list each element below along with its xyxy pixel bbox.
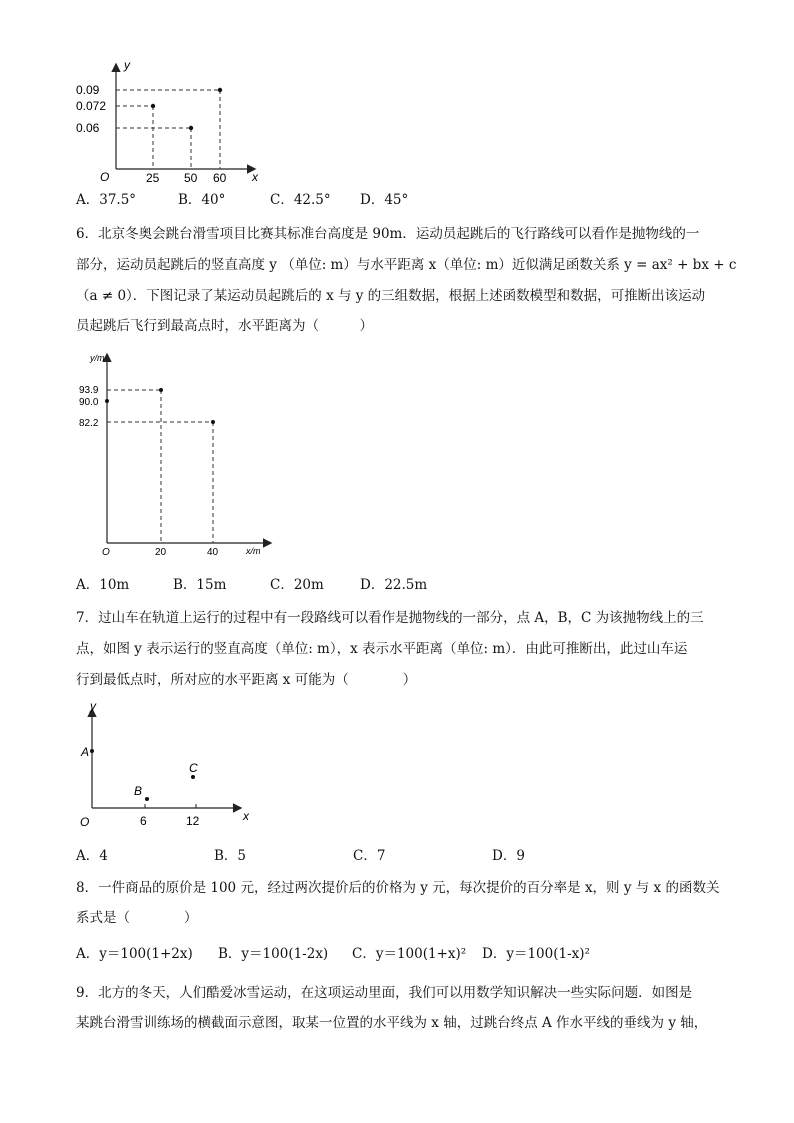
q6-point-0 <box>105 399 109 403</box>
q6-ytick-1: 90.0 <box>79 397 99 408</box>
q5-point-25 <box>151 104 155 108</box>
q8-line-1: 8．一件商品的原价是 100 元，经过两次提价后的价格为 y 元，每次提价的百分率是 x，则 y 与 x 的函数关 <box>76 880 720 896</box>
q7-point-b <box>145 797 149 801</box>
q7-option-d: D．9 <box>492 848 525 864</box>
q6-line-3: （a ≠ 0）．下图记录了某运动员起跳后的 x 与 y 的三组数据，根据上述函数模型和数据，可推断出该运动 <box>76 288 706 304</box>
q8-line-2: 系式是（ ） <box>76 910 198 926</box>
q6-xtick-1: 40 <box>207 547 219 558</box>
q8-option-c: C．y＝100(1+x)² <box>352 946 467 962</box>
q9-line-1: 9．北方的冬天，人们酷爱冰雪运动，在这项运动里面，我们可以用数学知识解决一些实际问题．如图是 <box>76 985 693 1001</box>
q7-graph <box>70 698 270 833</box>
q5-point-50 <box>189 126 193 130</box>
q5-graph <box>70 55 270 185</box>
q6-graph <box>70 345 285 565</box>
q7-point-c <box>191 775 195 779</box>
q5-option-d: D．45° <box>360 192 409 208</box>
q7-point-a <box>90 749 94 753</box>
q6-xtick-0: 20 <box>155 547 167 558</box>
q5-option-c: C．42.5° <box>270 192 331 208</box>
q5-xtick-2: 60 <box>213 171 227 185</box>
q8-option-b: B．y＝100(1-2x) <box>218 946 329 962</box>
q6-option-d: D．22.5m <box>360 577 428 593</box>
q6-ytick-2: 82.2 <box>79 418 99 429</box>
q7-xtick-0: 6 <box>140 814 147 828</box>
q7-option-a: A．4 <box>76 848 108 864</box>
q5-xtick-1: 50 <box>184 171 198 185</box>
q6-point-20 <box>159 388 163 392</box>
q5-origin: O <box>100 170 110 184</box>
q6-line-2: 部分，运动员起跳后的竖直高度 y （单位: m）与水平距离 x（单位: m）近似满足函数关系 y = ax² + bx + c <box>76 257 737 273</box>
q7-option-b: B．5 <box>214 848 247 864</box>
q5-ytick-2: 0.06 <box>76 121 100 135</box>
q5-y-label: y <box>124 58 130 72</box>
q5-xtick-0: 25 <box>146 171 160 185</box>
q7-option-c: C．7 <box>353 848 386 864</box>
q6-option-a: A．10m <box>76 577 130 593</box>
q6-x-label: x/m <box>246 546 261 556</box>
q7-line-3: 行到最低点时，所对应的水平距离 x 可能为（ ） <box>76 672 417 688</box>
q6-option-b: B．15m <box>173 577 227 593</box>
q7-label-a: A <box>81 745 90 759</box>
q7-origin: O <box>80 815 90 829</box>
q9-line-2: 某跳台滑雪训练场的横截面示意图，取某一位置的水平线为 x 轴，过跳台终点 A 作水平线的垂线为 y 轴， <box>76 1015 708 1031</box>
q7-label-b: B <box>134 784 143 798</box>
q6-line-4: 员起跳后飞行到最高点时，水平距离为（ ） <box>76 318 373 334</box>
q6-y-label: y/m <box>90 353 105 363</box>
q7-x-label: x <box>243 809 249 823</box>
q5-option-a: A．37.5° <box>76 192 137 208</box>
q7-line-2: 点，如图 y 表示运行的竖直高度（单位: m），x 表示水平距离（单位: m）．由此可推断出，此过山车运 <box>76 641 688 657</box>
q6-origin: O <box>102 547 110 558</box>
q8-option-d: D．y＝100(1-x)² <box>482 946 590 962</box>
q7-label-c: C <box>189 761 198 775</box>
q6-option-c: C．20m <box>270 577 324 593</box>
q5-ytick-1: 0.072 <box>76 99 107 113</box>
q5-option-b: B．40° <box>178 192 226 208</box>
q5-ytick-0: 0.09 <box>76 83 100 97</box>
q5-x-label: x <box>252 170 258 184</box>
q6-point-40 <box>211 420 215 424</box>
q7-y-label: y <box>90 699 96 713</box>
q5-point-60 <box>218 88 222 92</box>
q6-ytick-0: 93.9 <box>79 385 99 396</box>
q6-line-1: 6．北京冬奥会跳台滑雪项目比赛其标准台高度是 90m．运动员起跳后的飞行路线可以看作是抛物线的一 <box>76 226 700 242</box>
q8-option-a: A．y＝100(1+2x) <box>76 946 193 962</box>
q7-xtick-1: 12 <box>186 814 200 828</box>
q7-line-1: 7．过山车在轨道上运行的过程中有一段路线可以看作是抛物线的一部分，点 A，B，C 为该抛物线上的三 <box>76 610 704 626</box>
